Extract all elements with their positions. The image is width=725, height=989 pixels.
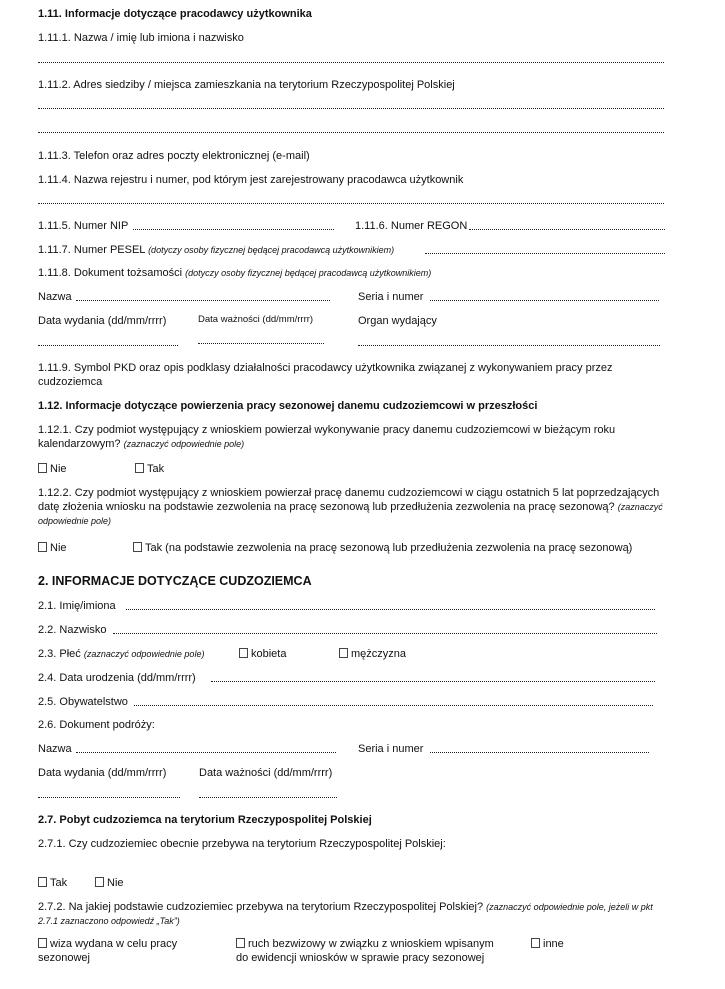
field-label-sex: 2.3. Płeć (zaznaczyć odpowiednie pole) [38,648,205,660]
td-valid-fill[interactable] [199,797,337,798]
checkbox-q1-no[interactable]: Nie [38,462,67,476]
field-label-id-document: 1.11.8. Dokument tożsamości (dotyczy osoby fizycznej będącej pracodawcą użytkownikiem) [38,267,432,279]
checkbox-male[interactable]: mężczyzna [339,647,406,661]
field-label-regon: 1.11.6. Numer REGON [355,220,468,232]
checkbox-icon [38,542,47,552]
checkbox-female[interactable]: kobieta [239,647,286,661]
checkbox-icon [38,877,47,887]
id-document-note: (dotyczy osoby fizycznej będącej pracodawcą użytkownikiem) [185,268,432,278]
first-name-fill[interactable] [126,609,655,610]
checkbox-icon [239,648,248,658]
checkbox-icon [531,938,540,948]
field-label-td-series: Seria i numer [358,743,424,755]
field-label-address: 1.11.2. Adres siedziby / miejsca zamieszkania na terytorium Rzeczypospolitej Polskiej [38,79,455,91]
fill-line[interactable] [38,108,664,109]
field-label-pesel: 1.11.7. Numer PESEL (dotyczy osoby fizycznej będącej pracodawcą użytkownikiem) [38,244,395,256]
dob-fill[interactable] [211,681,655,682]
checkbox-seasonal-visa[interactable]: wiza wydana w celu pracy sezonowej [38,938,178,964]
question-currently-in-poland: 2.7.1. Czy cudzoziemiec obecnie przebywa na terytorium Rzeczypospolitej Polskiej: [38,838,446,850]
section-title: 1.11. Informacje dotyczące pracodawcy użytkownika [38,8,312,20]
checkbox-visa-free[interactable]: ruch bezwizowy w związku z wnioskiem wpisanym do ewidencji wniosków w sprawie pracy sezonowej [236,938,494,964]
checkbox-q1-yes[interactable]: Tak [135,462,164,476]
field-label-employer-name: 1.11.1. Nazwa / imię lub imiona i nazwisko [38,32,244,44]
field-label-doc-name: Nazwa [38,291,72,303]
checkbox-icon [95,877,104,887]
checkbox-other[interactable]: inne [531,937,564,951]
question-note: (zaznaczyć odpowiednie pole) [38,502,663,526]
field-label-first-name: 2.1. Imię/imiona [38,600,116,612]
field-label-issuing-authority: Organ wydający [358,315,437,327]
field-label-surname: 2.2. Nazwisko [38,624,107,636]
citizenship-fill[interactable] [134,705,653,706]
td-series-fill[interactable] [430,752,649,753]
surname-fill[interactable] [113,633,657,634]
field-label-travel-document: 2.6. Dokument podróży: [38,719,155,731]
field-label-pkd: 1.11.9. Symbol PKD oraz opis podklasy działalności pracodawcy użytkownika związanej z wykonywaniem pracy przez cudzoziemca [38,362,613,388]
field-label-td-name: Nazwa [38,743,72,755]
question-current-year: 1.12.1. Czy podmiot występujący z wnioskiem powierzał wykonywanie pracy danemu cudzoziemcowi w bieżącym roku kalendarzowym? (zaznaczyć odpowiednie pole) [38,424,616,450]
checkbox-in-poland-yes[interactable]: Tak [38,876,67,890]
question-stay-basis: 2.7.2. Na jakiej podstawie cudzoziemiec przebywa na terytorium Rzeczypospolitej Polskiej? (zaznaczyć odpowiednie pole, jeżeli w pkt 2.7.1 zaznaczono odpowiedź „Tak”) [38,901,653,926]
checkbox-icon [236,938,245,948]
question-last-5-years: 1.12.2. Czy podmiot występujący z wnioskiem powierzał pracę danemu cudzoziemcowi w ciągu ostatnich 5 lat poprzedzających datę złożenia wniosku na podstawie zezwolenia na pracę sezonową lub przedłużenia zezwolenia na pracę sezonową? (zaznaczyć odpowiednie pole) [38,487,663,526]
fill-line[interactable] [38,62,664,63]
regon-fill[interactable] [469,229,665,230]
checkbox-icon [339,648,348,658]
field-label-nip: 1.11.5. Numer NIP [38,220,129,232]
section-title: 1.12. Informacje dotyczące powierzenia pracy sezonowej danemu cudzoziemcowi w przeszłości [38,400,538,412]
td-issue-fill[interactable] [38,797,180,798]
field-label-doc-valid-date: Data ważności (dd/mm/rrrr) [198,314,314,325]
field-label-phone-email: 1.11.3. Telefon oraz adres poczty elektronicznej (e-mail) [38,150,310,162]
pesel-note: (dotyczy osoby fizycznej będącej pracodawcą użytkownikiem) [148,245,395,255]
question-note: (zaznaczyć odpowiednie pole, jeżeli w pkt 2.7.1 zaznaczono odpowiedź „Tak”) [38,902,653,926]
nip-fill[interactable] [133,229,334,230]
section-title: 2.7. Pobyt cudzoziemca na terytorium Rzeczypospolitej Polskiej [38,814,372,826]
field-label-doc-issue-date: Data wydania (dd/mm/rrrr) [38,315,167,327]
checkbox-q2-yes[interactable]: Tak (na podstawie zezwolenia na pracę sezonową lub przedłużenia zezwolenia na pracę sezonową) [133,541,632,555]
field-label-td-valid-date: Data ważności (dd/mm/rrrr) [199,767,333,779]
doc-valid-fill[interactable] [198,343,324,344]
checkbox-q2-no[interactable]: Nie [38,541,67,555]
checkbox-icon [38,938,47,948]
doc-issue-fill[interactable] [38,345,178,346]
pesel-fill[interactable] [425,253,665,254]
fill-line[interactable] [38,132,664,133]
field-label-doc-series: Seria i numer [358,291,424,303]
section-title: 2. INFORMACJE DOTYCZĄCE CUDZOZIEMCA [38,574,312,588]
checkbox-in-poland-no[interactable]: Nie [95,876,124,890]
doc-series-fill[interactable] [430,300,659,301]
doc-name-fill[interactable] [76,300,330,301]
checkbox-icon [38,463,47,473]
field-label-date-of-birth: 2.4. Data urodzenia (dd/mm/rrrr) [38,672,196,684]
sex-note: (zaznaczyć odpowiednie pole) [83,649,205,659]
checkbox-icon [135,463,144,473]
field-label-td-issue-date: Data wydania (dd/mm/rrrr) [38,767,167,779]
td-name-fill[interactable] [76,752,336,753]
checkbox-icon [133,542,142,552]
field-label-citizenship: 2.5. Obywatelstwo [38,696,128,708]
field-label-registry: 1.11.4. Nazwa rejestru i numer, pod którym jest zarejestrowany pracodawca użytkownik [38,174,464,186]
doc-authority-fill[interactable] [358,345,660,346]
question-note: (zaznaczyć odpowiednie pole) [123,439,245,449]
fill-line[interactable] [38,203,664,204]
